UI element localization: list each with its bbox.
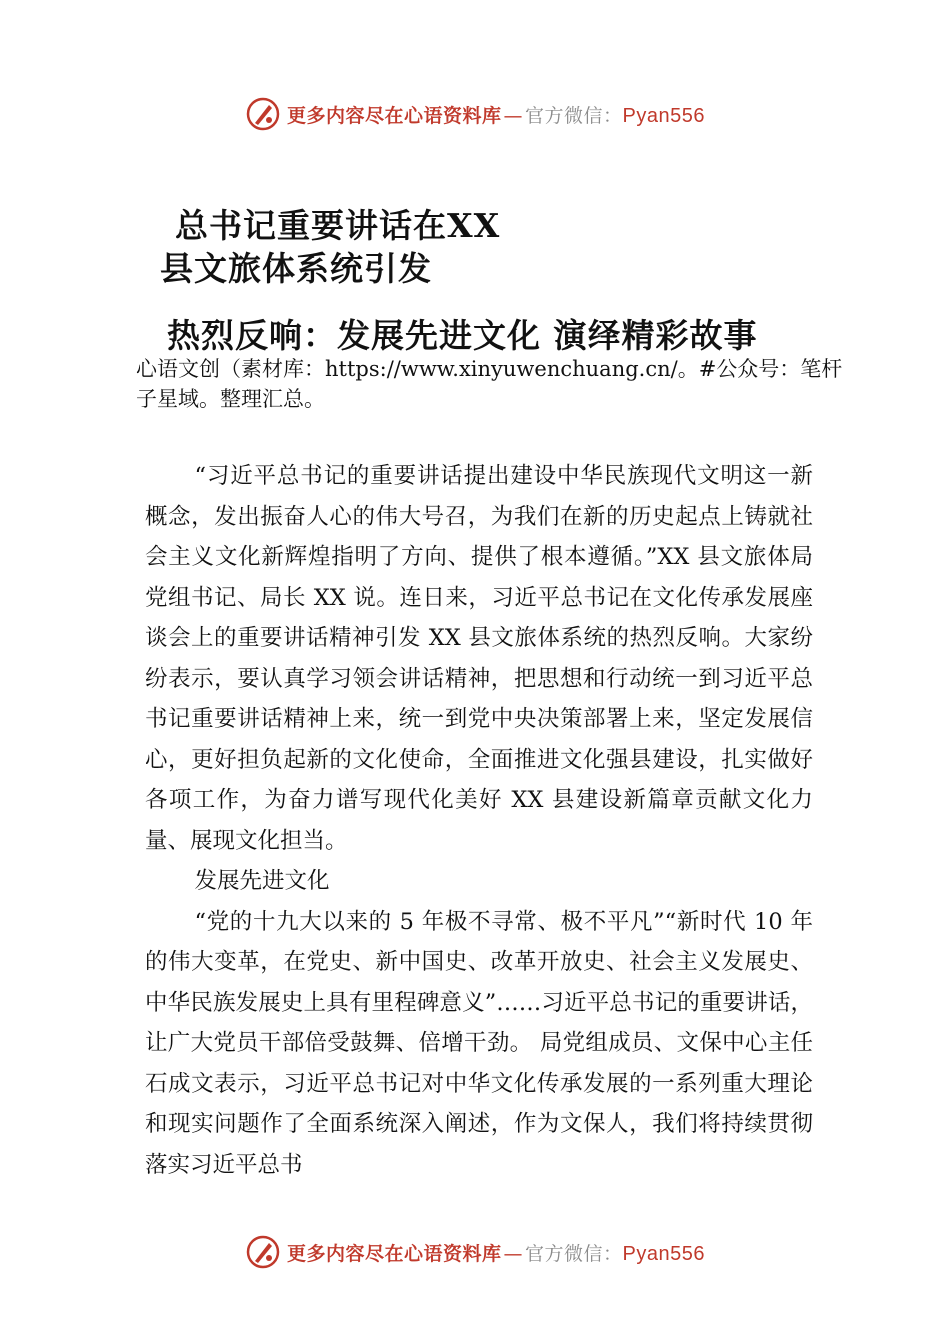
document-body (145, 456, 813, 1185)
pen-circle-logo-icon (245, 1234, 281, 1270)
document-title-line-1: 总书记重要讲话在XX (175, 206, 501, 245)
banner-wechat-label: 官方微信： (525, 1242, 623, 1265)
document-title-line-2: 县文旅体系统引发 (160, 249, 432, 288)
bottom-banner (0, 1230, 950, 1274)
body-paragraph-2: “党的十九大以来的 5 年极不寻常、极不平凡”“新时代 10 年的伟大变革，在党史、新中国史、改革开放史、社会主义发展史、中华民族发展史上具有里程碑意义”……习近平总书记的重要讲话，让广大党员干部倍受鼓舞、倍增干劲。 局党组成员、文保中心主任石成文表示，习近平总书记对中华文化传承发展的一系列重大理论和现实问题作了全面系统深入阐述，作为文保人，我们将持续贯彻落实习近平总书 (145, 908, 813, 1178)
banner-dash: — (503, 1242, 524, 1265)
banner-wechat-id: Pyan556 (622, 104, 705, 127)
document-title-line-3: 热烈反响：发展先进文化 演绎精彩故事 (167, 316, 758, 355)
pen-circle-logo-icon (245, 96, 281, 132)
banner-lead: 更多内容尽在心语资料库 (287, 1242, 502, 1265)
banner-text (287, 101, 705, 128)
banner-wechat-id: Pyan556 (622, 1242, 705, 1265)
body-paragraph-1: “习近平总书记的重要讲话提出建设中华民族现代文明这一新概念，发出振奋人心的伟大号召，为我们在新的历史起点上铸就社会主义文化新辉煌指明了方向、提供了根本遵循。”XX 县文旅体局党组书记、局长 XX 说。连日来，习近平总书记在文化传承发展座谈会上的重要讲话精神引发 XX 县文旅体系统的热烈反响。大家纷纷表示，要认真学习领会讲话精神，把思想和行动统一到习近平总书记重要讲话精神上来，统一到党中央决策部署上来，坚定发展信心，更好担负起新的文化使命，全面推进文化强县建设，扎实做好各项工作，为奋力谱写现代化美好 XX 县建设新篇章贡献文化力量、展现文化担当。 (145, 463, 813, 854)
source-attribution: 心语文创（素材库：https://www.xinyuwenchuang.cn/。#公众号：笔杆子星域。整理汇总。 (136, 357, 843, 411)
top-banner (0, 92, 950, 136)
section-heading: 发展先进文化 (194, 868, 330, 894)
banner-wechat-label: 官方微信： (525, 104, 623, 127)
banner-dash: — (503, 104, 524, 127)
banner-text (287, 1239, 705, 1266)
banner-lead: 更多内容尽在心语资料库 (287, 104, 502, 127)
